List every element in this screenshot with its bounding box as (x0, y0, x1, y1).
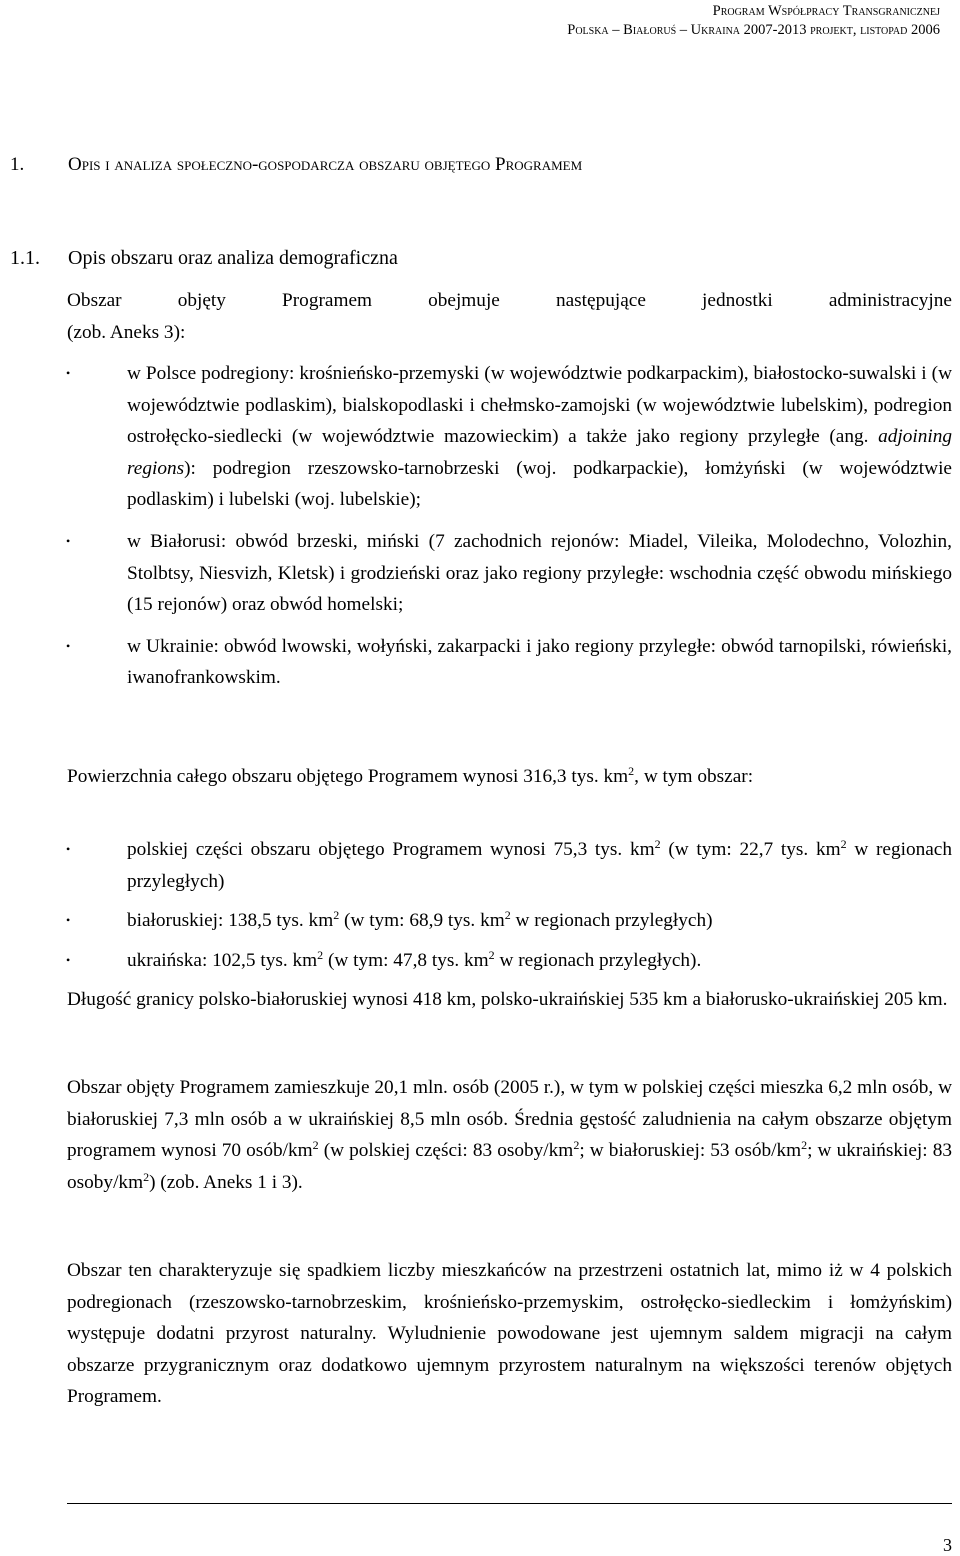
list-item-ukraine: • w Ukrainie: obwód lwowski, wołyński, zakarpacki i jako regiony przyległe: obwód tarnopilski, rówieński, iwanofrankowskim. (67, 631, 952, 694)
bullet-icon: • (66, 842, 71, 856)
bullet-icon: • (66, 533, 71, 548)
decline-paragraph: Obszar ten charakteryzuje się spadkiem liczby mieszkańców na przestrzeni ostatnich lat, mimo iż w 4 polskich podregionach (rzeszowsko-tarnobrzeskim, krośnieńsko-przemyskim, ostrołęcko-siedleckim i łomżyńskim) występuje dodatni przyrost naturalny. Wyludnienie powodowane jest ujemnym saldem migracji na całym obszarze przygranicznym oraz dodatkowo ujemnym przyrostem naturalnym na większości terenów objętych Programem. (67, 1260, 952, 1408)
page-header (567, 2, 940, 40)
page-number: 3 (943, 1535, 952, 1555)
list-item-poland: • w Polsce podregiony: krośnieńsko-przemyski (w województwie podkarpackim), białostocko-suwalski i (w województwie podlaskim), bialskopodlaski i chełmsko-zamojski (w województwie lubelskim), podregion ostrołęcko-siedlecki (w województwie mazowieckim) a także jako regiony przyległe (ang. adjoining regions): podregion rzeszowsko-tarnobrzeski (woj. podkarpackie), łomżyński (w województwie podlaskim) i lubelski (woj. lubelskie); (67, 358, 952, 516)
intro-paragraph-line1: Obszar objęty Programem obejmuje następujące jednostki administracyjne (67, 290, 952, 311)
list-item-area-poland: • polskiej części obszaru objętego Programem wynosi 75,3 tys. $km^2$ (w tym: 22,7 tys. $km^2$ w regionach przyległych) (67, 834, 952, 897)
bullet-icon: • (66, 366, 71, 380)
list-item-belarus: • w Białorusi: obwód brzeski, miński (7 zachodnich rejonów: Miadel, Vileika, Molodechno, Volozhin, Stolbtsy, Niesvizh, Kletsk) i grodzieński oraz jako regiony przyległe: wschodnia część obwodu mińskiego (15 rejonów) oraz obwód homelski; (67, 526, 952, 621)
list-item-area-ukraine: • ukraińska: 102,5 tys. $km^2$ (w tym: 47,8 tys. $km^2$ w regionach przyległych). (67, 945, 952, 977)
list-item-area-belarus: • białoruskiej: 138,5 tys. $km^2$ (w tym: 68,9 tys. $km^2$ w regionach przyległych) (67, 905, 952, 937)
bullet-icon: • (66, 952, 71, 967)
section-number: 1. (10, 154, 25, 175)
border-paragraph: Długość granicy polsko-białoruskiej wynosi 418 km, polsko-ukraińskiej 535 km a białorusko-ukraińskiej 205 km. (67, 989, 948, 1010)
section-title: Opis i analiza społeczno-gospodarcza obszaru objętego Programem (68, 154, 583, 175)
area-paragraph: Powierzchnia całego obszaru objętego Programem wynosi 316,3 tys. $km^2$, w tym obszar: (67, 764, 754, 787)
bullet-icon: • (66, 913, 71, 928)
subsection-heading (10, 247, 398, 270)
admin-units-list (67, 358, 952, 694)
subsection-number: 1.1. (10, 247, 40, 269)
bullet-icon: • (66, 638, 71, 653)
population-paragraph: Obszar objęty Programem zamieszkuje 20,1 mln. osób (2005 r.), w tym w polskiej części mieszka 6,2 mln osób, w białoruskiej 7,3 mln osób a w ukraińskiej 8,5 mln osób. Średnia gęstość zaludnienia na całym obszarze objętym programem wynosi 70 osób/$km^2$ (w polskiej części: 83 osoby/$km^2$; w białoruskiej: 53 osób/$km^2$; w ukraińskiej: 83 osoby/$km^2$) (zob. Aneks 1 i 3). (67, 1077, 952, 1193)
subsection-title: Opis obszaru oraz analiza demograficzna (68, 247, 398, 269)
intro-paragraph-line2: (zob. Aneks 3): (67, 322, 186, 343)
footer-divider (67, 1503, 952, 1504)
header-program-title: Program Współpracy Transgranicznej (712, 3, 940, 19)
header-subtitle: Polska – Białoruś – Ukraina 2007-2013 projekt, listopad 2006 (567, 22, 940, 38)
area-list (67, 834, 952, 976)
section-heading (10, 154, 582, 176)
